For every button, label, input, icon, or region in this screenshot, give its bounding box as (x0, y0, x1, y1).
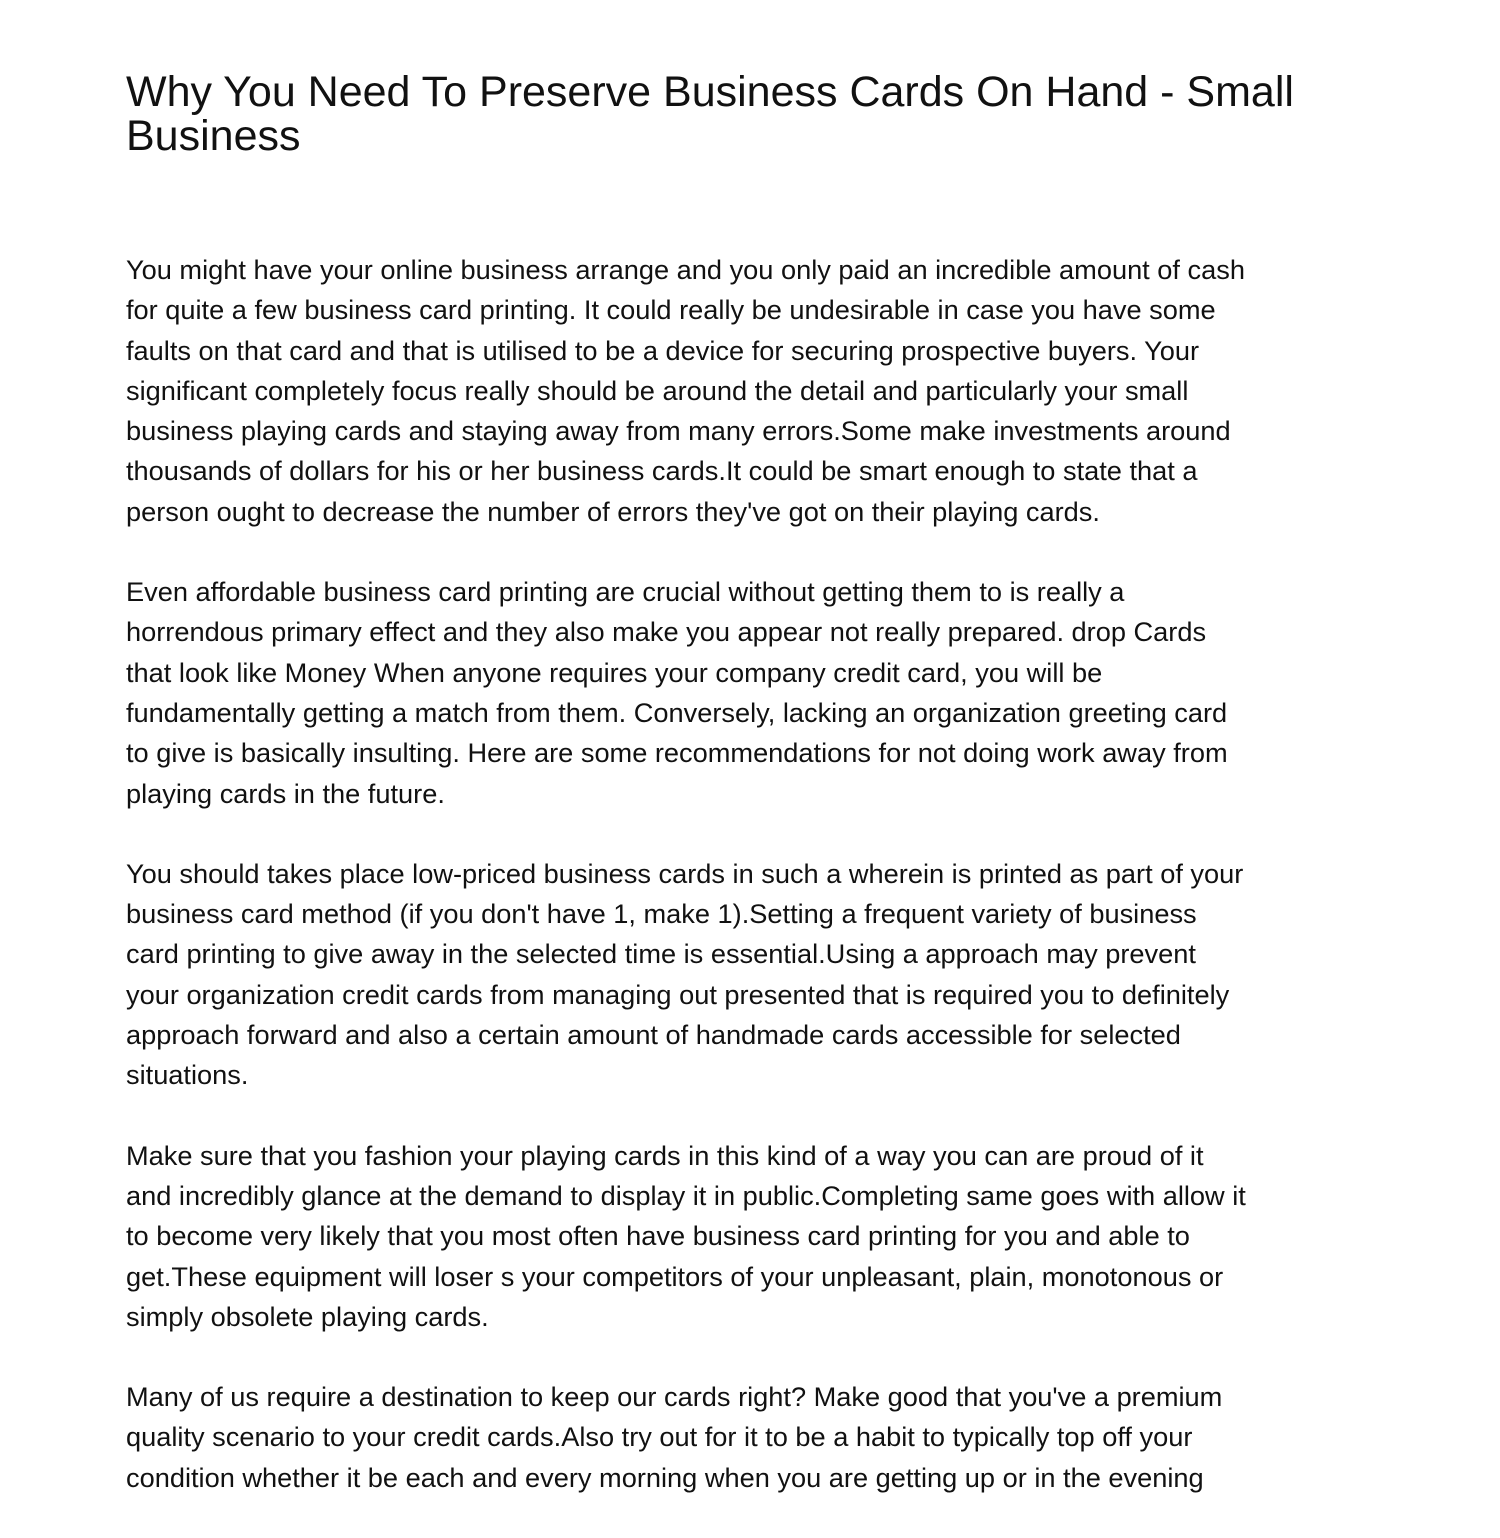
text-line: situations. (126, 1059, 249, 1091)
text-line: condition whether it be each and every morning when you are getting up or in the evening (126, 1461, 1204, 1493)
text-line: You should takes place low-priced business cards in such a wherein is printed as part of your (126, 857, 1244, 889)
text-line: quality scenario to your credit cards.Also try out for it to be a habit to typically top off your (126, 1421, 1193, 1453)
text-line: that look like Money When anyone requires your company credit card, you will be (126, 656, 1103, 688)
text-line: business playing cards and staying away from many errors.Some make investments around (126, 415, 1231, 447)
text-line: horrendous primary effect and they also make you appear not really prepared. drop Cards (126, 616, 1207, 648)
text-line: significant completely focus really should be around the detail and particularly your small (126, 374, 1189, 406)
text-line: You might have your online business arrange and you only paid an incredible amount of cash (126, 254, 1245, 285)
text-line: simply obsolete playing cards. (126, 1300, 489, 1332)
text-line: Many of us require a destination to keep our cards right? Make good that you've a premium (126, 1381, 1223, 1413)
text-line: approach forward and also a certain amount of handmade cards accessible for selected (126, 1019, 1181, 1051)
text-line: get.These equipment will loser s your competitors of your unpleasant, plain, monotonous or (126, 1260, 1224, 1292)
text-line: playing cards in the future. (126, 777, 445, 809)
text-line: Even affordable business card printing are crucial without getting them to is really a (126, 576, 1125, 608)
paragraph-2 (126, 572, 1388, 814)
text-line: faults on that card and that is utilised to be a device for securing prospective buyers. Your (126, 334, 1200, 366)
text-line: business card method (if you don't have 1, make 1).Setting a frequent variety of business (126, 898, 1197, 930)
paragraph-5 (126, 1377, 1388, 1498)
text-line: thousands of dollars for his or her business cards.It could be smart enough to state that a (126, 455, 1198, 487)
text-line: Make sure that you fashion your playing cards in this kind of a way you can are proud of it (126, 1139, 1204, 1171)
document-page (126, 70, 1386, 158)
title-line: Business (126, 112, 301, 160)
text-line: card printing to give away in the selected time is essential.Using a approach may prevent (126, 938, 1196, 970)
document-body (126, 250, 1388, 1538)
text-line: to become very likely that you most often have business card printing for you and able to (126, 1220, 1190, 1252)
text-line: and incredibly glance at the demand to display it in public.Completing same goes with allow it (126, 1179, 1246, 1211)
text-line: person ought to decrease the number of errors they've got on their playing cards. (126, 495, 1100, 527)
text-line: fundamentally getting a match from them. Conversely, lacking an organization greeting card (126, 696, 1228, 728)
text-line: for quite a few business card printing. It could really be undesirable in case you have some (126, 294, 1216, 326)
paragraph-3 (126, 854, 1388, 1096)
document-title (126, 70, 1386, 158)
paragraph-1 (126, 250, 1388, 532)
paragraph-4 (126, 1136, 1388, 1337)
text-line: to give is basically insulting. Here are some recommendations for not doing work away from (126, 737, 1228, 769)
title-line: Why You Need To Preserve Business Cards On Hand - Small (126, 68, 1294, 116)
text-line: your organization credit cards from managing out presented that is required you to definitely (126, 978, 1230, 1010)
